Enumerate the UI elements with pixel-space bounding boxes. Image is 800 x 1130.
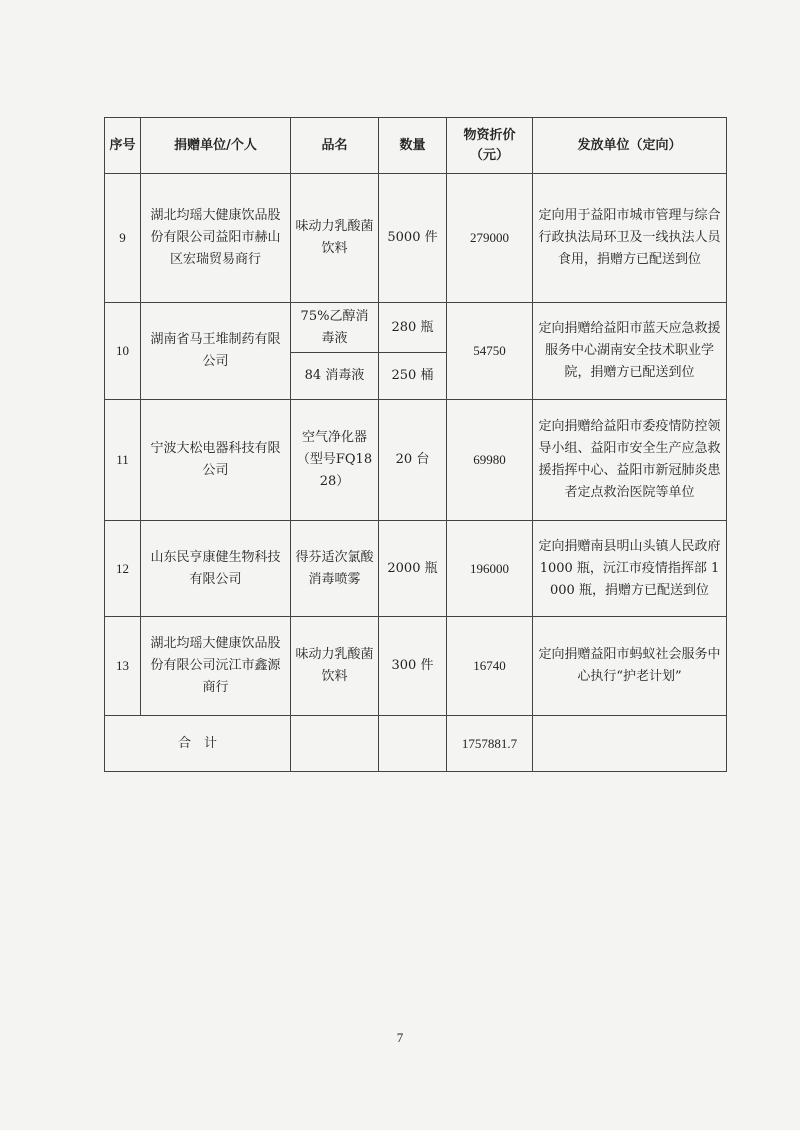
table-row	[105, 174, 727, 303]
total-value: 1757881.7	[447, 716, 533, 772]
row-recipient: 定向捐赠给益阳市委疫情防控领导小组、益阳市安全生产应急救援指挥中心、益阳市新冠肺炎患者定点救治医院等单位	[533, 400, 727, 521]
table-row	[105, 521, 727, 617]
header-seq: 序号	[105, 118, 141, 174]
row-item: 75%乙醇消毒液	[291, 303, 379, 353]
total-empty-cell	[533, 716, 727, 772]
row-donor: 湖北均瑶大健康饮品股份有限公司益阳市赫山区宏瑞贸易商行	[141, 174, 291, 303]
donation-table	[104, 117, 727, 772]
table-row	[105, 400, 727, 521]
table-header-row	[105, 118, 727, 174]
header-item: 品名	[291, 118, 379, 174]
row-seq: 9	[105, 174, 141, 303]
row-seq: 10	[105, 303, 141, 400]
header-recipient: 发放单位（定向）	[533, 118, 727, 174]
header-donor: 捐赠单位/个人	[141, 118, 291, 174]
row-item: 84 消毒液	[291, 353, 379, 400]
table-row	[105, 617, 727, 716]
page-number: 7	[396, 1030, 404, 1045]
header-value: 物资折价（元）	[447, 118, 533, 174]
row-recipient: 定向捐赠南县明山头镇人民政府 1000 瓶，沅江市疫情指挥部 1000 瓶，捐赠方已配送到位	[533, 521, 727, 617]
row-donor: 宁波大松电器科技有限公司	[141, 400, 291, 521]
row-seq: 13	[105, 617, 141, 716]
row-seq: 11	[105, 400, 141, 521]
row-seq: 12	[105, 521, 141, 617]
total-empty-cell	[291, 716, 379, 772]
total-empty-cell	[379, 716, 447, 772]
row-qty: 250 桶	[379, 353, 447, 400]
table-row	[105, 303, 727, 353]
row-qty: 20 台	[379, 400, 447, 521]
row-donor: 湖南省马王堆制药有限公司	[141, 303, 291, 400]
row-recipient: 定向用于益阳市城市管理与综合行政执法局环卫及一线执法人员食用，捐赠方已配送到位	[533, 174, 727, 303]
row-item: 得芬适次氯酸消毒喷雾	[291, 521, 379, 617]
row-item: 味动力乳酸菌饮料	[291, 617, 379, 716]
row-value: 16740	[447, 617, 533, 716]
total-label: 合 计	[105, 716, 291, 772]
row-qty: 2000 瓶	[379, 521, 447, 617]
row-qty: 300 件	[379, 617, 447, 716]
row-qty: 280 瓶	[379, 303, 447, 353]
row-value: 279000	[447, 174, 533, 303]
total-row	[105, 716, 727, 772]
row-value: 196000	[447, 521, 533, 617]
row-item: 空气净化器（型号FQ1828）	[291, 400, 379, 521]
row-donor: 湖北均瑶大健康饮品股份有限公司沅江市鑫源商行	[141, 617, 291, 716]
row-recipient: 定向捐赠益阳市蚂蚁社会服务中心执行“护老计划”	[533, 617, 727, 716]
row-value: 69980	[447, 400, 533, 521]
row-donor: 山东民亨康健生物科技有限公司	[141, 521, 291, 617]
row-item: 味动力乳酸菌饮料	[291, 174, 379, 303]
row-value: 54750	[447, 303, 533, 400]
row-qty: 5000 件	[379, 174, 447, 303]
row-recipient: 定向捐赠给益阳市蓝天应急救援服务中心湖南安全技术职业学院，捐赠方已配送到位	[533, 303, 727, 400]
header-qty: 数量	[379, 118, 447, 174]
